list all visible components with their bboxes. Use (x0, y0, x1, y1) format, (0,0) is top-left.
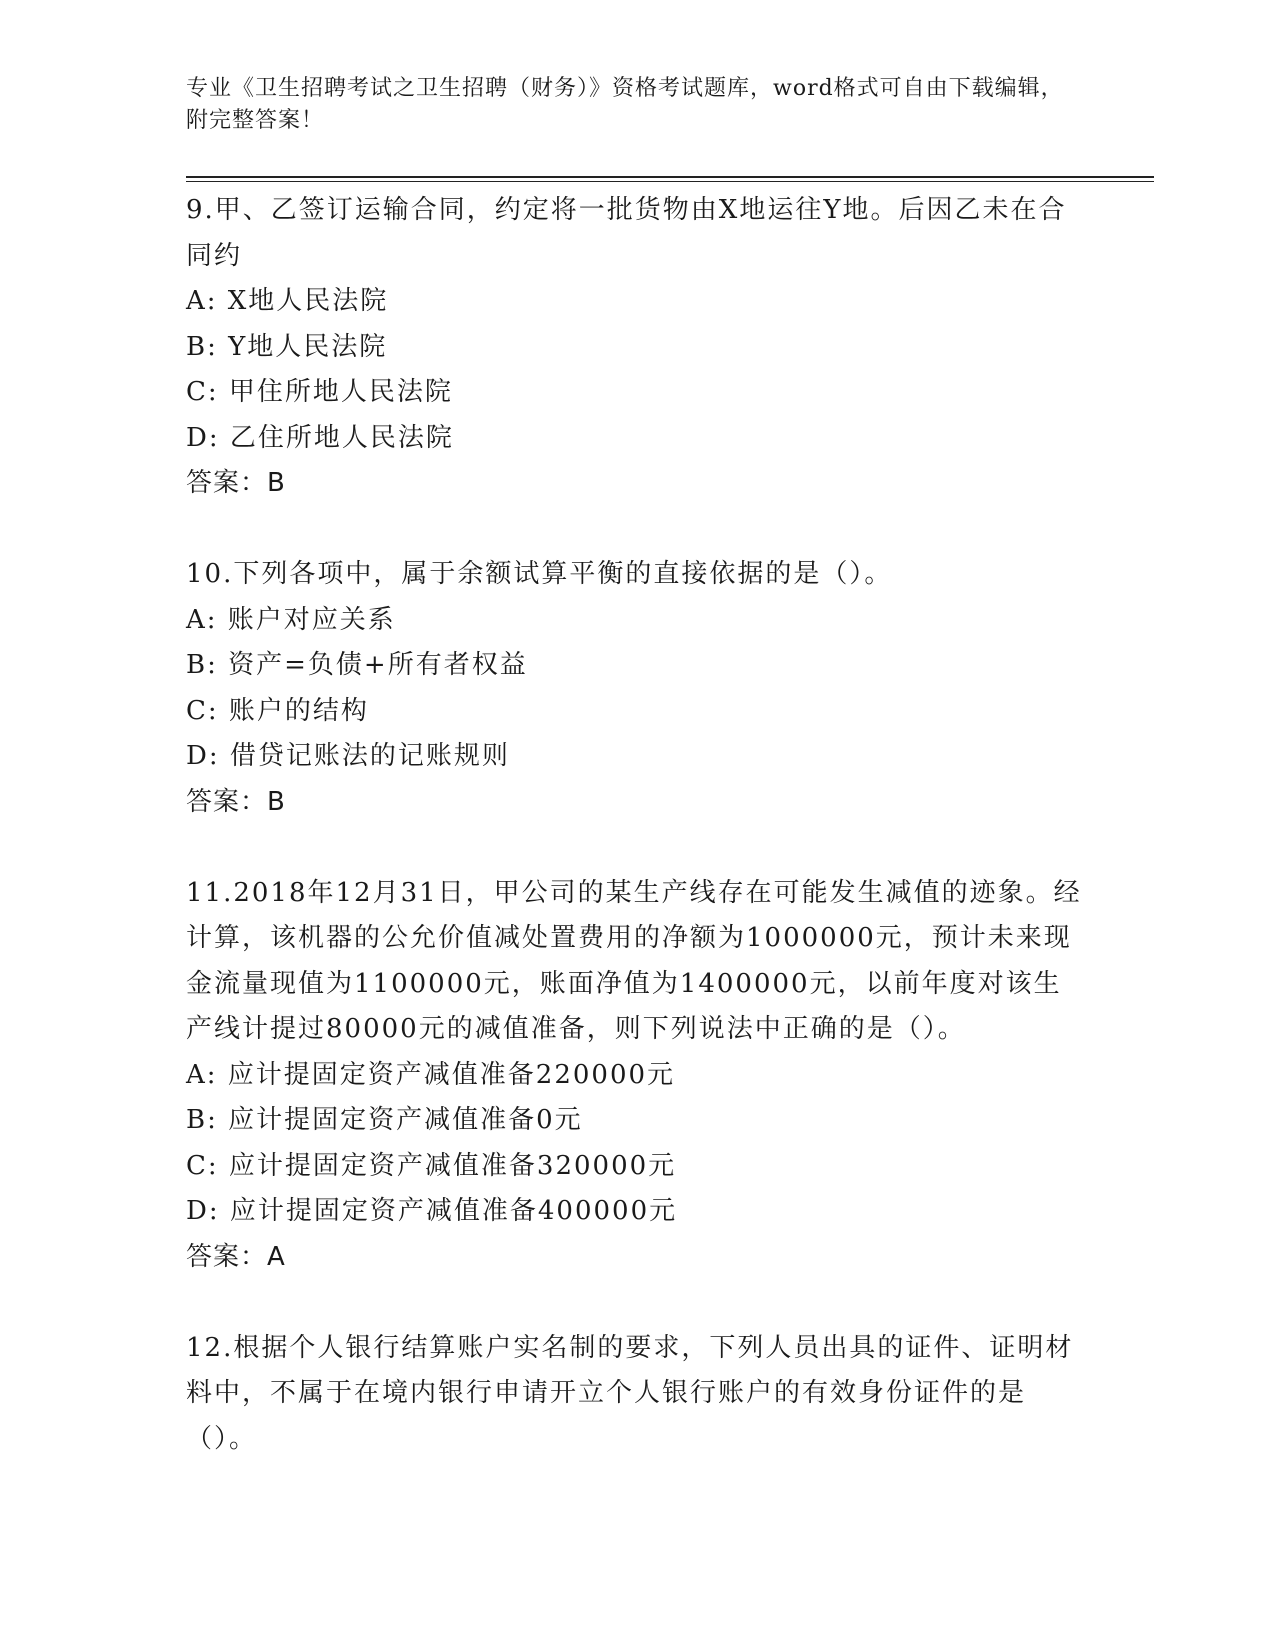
option-c: C: 账户的结构 (186, 695, 369, 726)
option-a: A: X地人民法院 (186, 286, 389, 316)
answer-line: 答案：A (186, 1241, 286, 1272)
question-spacer (186, 825, 1086, 871)
option-d: D: 应计提固定资产减值准备400000元 (186, 1196, 678, 1226)
option-b: B: 资产=负债+所有者权益 (186, 650, 528, 680)
question-stem: 12.根据个人银行结算账户实名制的要求，下列人员出具的证件、证明材料中，不属于在境内银行申请开立个人银行账户的有效身份证件的是（）。 (186, 1332, 1074, 1454)
question-spacer (186, 507, 1086, 553)
option-d: D: 乙住所地人民法院 (186, 422, 454, 453)
question-12 (186, 1326, 1086, 1463)
question-9 (186, 188, 1086, 507)
question-stem: 10.下列各项中，属于余额试算平衡的直接依据的是（）。 (186, 559, 893, 589)
question-list (186, 188, 1086, 1462)
option-b: B: Y地人民法院 (186, 331, 388, 362)
document-header: 专业《卫生招聘考试之卫生招聘（财务）》资格考试题库，word格式可自由下载编辑，附完整答案！ (186, 76, 1064, 133)
option-d: D: 借贷记账法的记账规则 (186, 741, 510, 771)
answer-line: 答案：B (186, 468, 286, 498)
question-stem: 11.2018年12月31日，甲公司的某生产线存在可能发生减值的迹象。经计算，该机器的公允价值减处置费用的净额为1000000元，预计未来现金流量现值为1100000元，账面净值为1400000元，以前年度对该生产线计提过80000元的减值准备，则下列说法中正确的是（）。 (186, 877, 1082, 1044)
question-stem: 9.甲、乙签订运输合同，约定将一批货物由X地运往Y地。后因乙未在合同约 (186, 195, 1067, 271)
question-10 (186, 552, 1086, 825)
option-a: A: 应计提固定资产减值准备220000元 (186, 1059, 676, 1090)
answer-line: 答案：B (186, 786, 286, 817)
header-rule-thin (186, 181, 1154, 182)
header-rule-thick (186, 176, 1154, 178)
option-c: C: 应计提固定资产减值准备320000元 (186, 1150, 677, 1181)
option-c: C: 甲住所地人民法院 (186, 377, 453, 407)
option-b: B: 应计提固定资产减值准备0元 (186, 1105, 583, 1135)
question-spacer (186, 1280, 1086, 1326)
question-11 (186, 871, 1086, 1281)
option-a: A: 账户对应关系 (186, 604, 396, 635)
